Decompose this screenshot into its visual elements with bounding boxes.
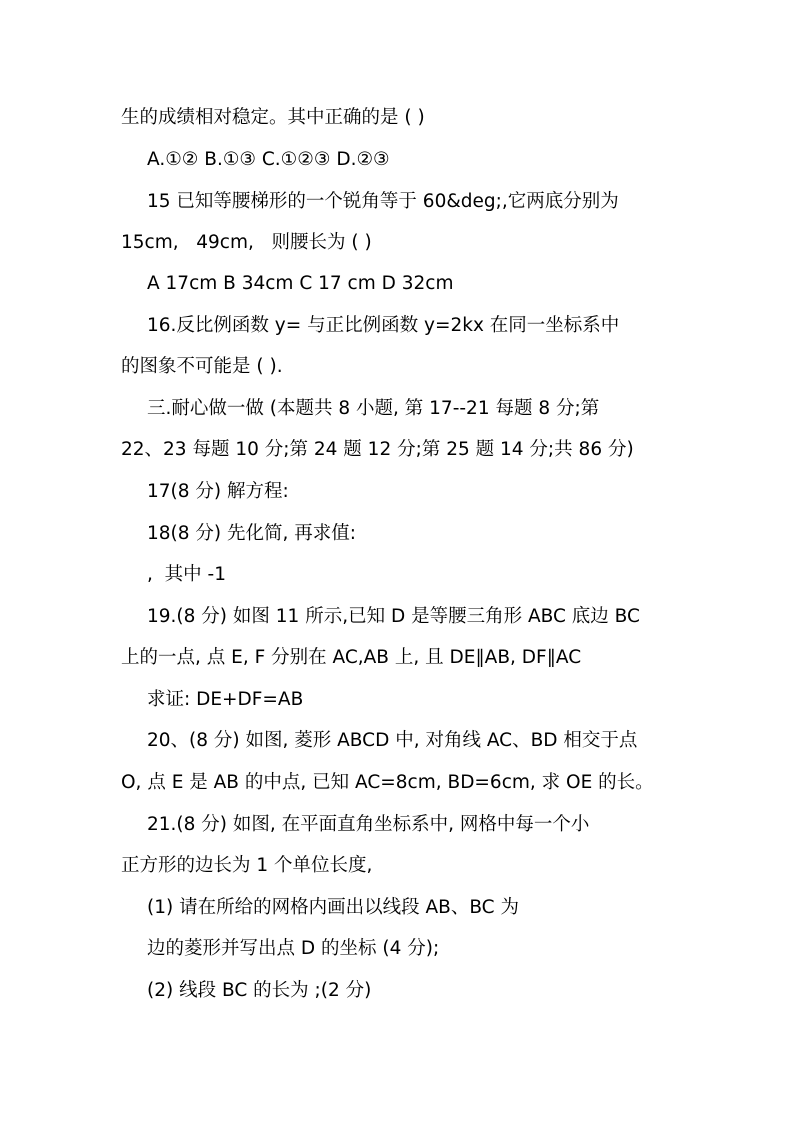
text-line-question-15: 15 已知等腰梯形的一个锐角等于 60&deg;,它两底分别为: [147, 191, 619, 212]
text-line-question-18: 18(8 分) 先化简, 再求值:: [147, 523, 357, 544]
text-line-question-20: 20、(8 分) 如图, 菱形 ABCD 中, 对角线 AC、BD 相交于点: [147, 730, 638, 751]
text-line-question-16-cont: 的图象不可能是 ( ).: [121, 356, 283, 377]
text-line-question-16: 16.反比例函数 y= 与正比例函数 y=2kx 在同一坐标系中: [147, 315, 620, 336]
text-line-question-19-proof: 求证: DE+DF=AB: [147, 689, 304, 710]
text-line-question-21-part-2: (2) 线段 BC 的长为 ;(2 分): [147, 980, 372, 1001]
text-line-question-21-cont: 正方形的边长为 1 个单位长度,: [121, 855, 373, 876]
text-line-question-15-options: A 17cm B 34cm C 17 cm D 32cm: [147, 273, 454, 294]
text-line-question-19-cont: 上的一点, 点 E, F 分别在 AC,AB 上, 且 DE∥AB, DF∥AC: [121, 647, 582, 668]
text-line-choice-options: A.①② B.①③ C.①②③ D.②③: [147, 149, 390, 170]
text-line-question-21-part-1-cont: 边的菱形并写出点 D 的坐标 (4 分);: [147, 938, 440, 959]
text-line-question-20-cont: O, 点 E 是 AB 的中点, 已知 AC=8cm, BD=6cm, 求 OE 的长。: [121, 772, 654, 793]
text-line-section-3-cont: 22、23 每题 10 分;第 24 题 12 分;第 25 题 14 分;共 86 分): [121, 439, 634, 460]
text-line-question-18-cont: , 其中 -1: [147, 564, 226, 585]
text-line-question-15-cont: 15cm, 49cm, 则腰长为 ( ): [121, 232, 372, 253]
text-line-question-19: 19.(8 分) 如图 11 所示,已知 D 是等腰三角形 ABC 底边 BC: [147, 606, 640, 627]
text-line-choice-tail: 生的成绩相对稳定。其中正确的是 ( ): [121, 107, 425, 128]
text-line-question-21: 21.(8 分) 如图, 在平面直角坐标系中, 网格中每一个小: [147, 814, 590, 835]
text-line-question-21-part-1: (1) 请在所给的网格内画出以线段 AB、BC 为: [147, 897, 519, 918]
text-line-question-17: 17(8 分) 解方程:: [147, 481, 289, 502]
text-line-section-3-heading: 三.耐心做一做 (本题共 8 小题, 第 17--21 每题 8 分;第: [147, 398, 600, 419]
